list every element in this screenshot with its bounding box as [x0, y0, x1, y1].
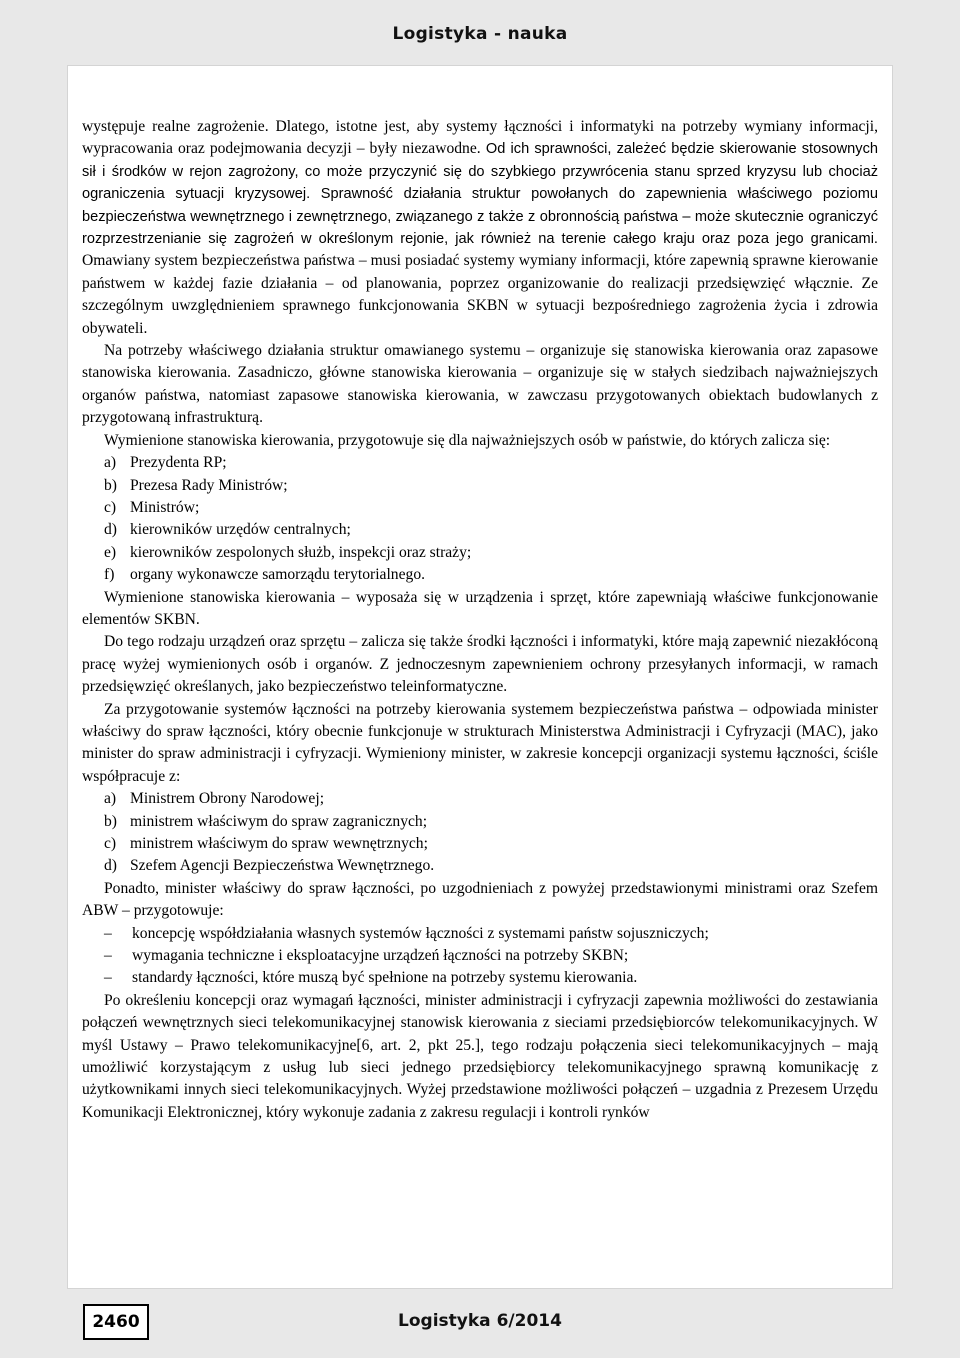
list-marker: a) — [104, 454, 117, 472]
list-item-text: ministrem właściwym do spraw wewnętrznych; — [130, 835, 428, 852]
list-item — [104, 945, 878, 967]
list-item — [104, 542, 878, 564]
list-item — [104, 855, 878, 877]
list-item-text: Ministrem Obrony Narodowej; — [130, 790, 325, 808]
list-item — [104, 788, 878, 810]
list-preparations — [82, 923, 878, 990]
list-item — [104, 564, 878, 586]
list-officials — [82, 452, 878, 586]
list-item-text: Ministrów; — [130, 498, 200, 516]
journal-footer: Logistyka 6/2014 — [398, 1311, 562, 1331]
paragraph: Po określeniu koncepcji oraz wymagań łączności, minister administracji i cyfryzacji zapewnia możliwości do zestawiania połączeń wewnętrznych sieci telekomunikacyjnej stanowisk kierowania z sieciami przedsiębiorców telekomunikacyjnych. W myśl Ustawy – Prawo telekomunikacyjne[6, art. 2, pkt 25.], tego rodzaju połączenia sieci telekomunikacyjnych – mają umożliwić korzystającym z usług lub sieci jednego przedsiębiorcy telekomunikacyjnego sprawną komunikację z użytkownikami innych sieci telekomunikacyjnych. Wyżej przedstawione możliwości połączeń – uzgadnia z Prezesem Urzędu Komunikacji Elektronicznej, który wykonuje zadania z zakresu regulacji i kontroli rynków — [82, 991, 878, 1121]
page-number: 2460 — [83, 1304, 149, 1340]
list-marker: – — [104, 969, 112, 987]
paragraph-text: Omawiany system bezpieczeństwa państwa – musi posiadać systemy wymiany informacji, które zapewnią sprawne kierowanie państwem w każdej fazie działania – od planowania, poprzez organizowanie do realizacji przedsięwzięć włącznie. Ze szczególnym uwzględnieniem sprawnego funkcjonowania SKBN w sytuacji bezpośredniego zagrożenia życia i zdrowia obywateli. — [82, 252, 878, 337]
list-marker: b) — [104, 476, 117, 494]
paragraph — [82, 116, 878, 340]
list-item-text: organy wykonawcze samorządu terytorialnego. — [130, 566, 426, 584]
list-item — [104, 519, 878, 541]
list-item — [104, 811, 878, 833]
list-cooperation — [82, 788, 878, 878]
list-marker: c) — [104, 835, 117, 852]
list-marker: – — [104, 947, 112, 965]
list-item — [104, 452, 878, 474]
list-item — [104, 923, 878, 945]
list-item-text: Prezydenta RP; — [130, 454, 227, 472]
page-sheet — [68, 66, 892, 1288]
list-marker: b) — [104, 812, 117, 830]
list-marker: d) — [104, 521, 117, 539]
list-marker: – — [104, 924, 112, 942]
list-item-text: ministrem właściwym do spraw zagranicznych; — [130, 812, 428, 830]
list-marker: a) — [104, 790, 117, 808]
list-item-text: koncepcję współdziałania własnych systemów łączności z systemami państw sojuszniczych; — [132, 924, 709, 942]
list-item-text: kierowników urzędów centralnych; — [130, 521, 351, 539]
paragraph: Na potrzeby właściwego działania struktur omawianego systemu – organizuje się stanowiska kierowania oraz zapasowe stanowiska kierowania. Zasadniczo, główne stanowiska kierowania – organizuje się w stałych siedzibach najważniejszych organów państwa, natomiast zapasowe stanowiska kierowania, w zawczasu przygotowanych obiektach budowlanych z przygotowaną infrastrukturą. — [82, 342, 878, 427]
list-marker: c) — [104, 498, 117, 516]
list-marker: e) — [104, 543, 117, 561]
list-item-text: Szefem Agencji Bezpieczeństwa Wewnętrznego. — [130, 857, 435, 875]
paragraph-text-sans: Od ich sprawności, zależeć będzie skierowanie stosownych sił i środków w rejon zagrożony, co może przyczynić się do szybkiego przywrócenia stanu sprzed kryzysu lub chociaż ograniczenia sytuacji kryzysowej. Sprawność działania struktur powołanych do zapewnienia właściwego poziomu bezpieczeństwa wewnętrznego i zewnętrznego, związanego z także z obronnością państwa – może skutecznie ograniczyć rozprzestrzenianie się zagrożeń w określonym rejonie, jak również na terenie całego kraju oraz poza jego granicami. — [82, 141, 878, 248]
paragraph: Za przygotowanie systemów łączności na potrzeby kierowania systemem bezpieczeństwa państwa – odpowiada minister właściwy do spraw łączności, który obecnie funkcjonuje w strukturach Ministerstwa Administracji i Cyfryzacji (MAC), jako minister do spraw administracji i cyfryzacji. Wymieniony minister, w zakresie koncepcji organizacji systemu łączności, ściśle współpracuje z: — [82, 700, 878, 785]
running-header: Logistyka - nauka — [392, 24, 568, 44]
list-item-text: kierowników zespolonych służb, inspekcji oraz straży; — [130, 543, 472, 561]
paragraph: Do tego rodzaju urządzeń oraz sprzętu – zalicza się także środki łączności i informatyki, które mają zapewnić niezakłóconą pracę wyżej wymienionych osób i organów. Z jednoczesnym zapewnieniem ochrony przesyłanych informacji, w ramach przedsięwzięć określanych, jako bezpieczeństwo teleinformatyczne. — [82, 633, 878, 696]
paragraph-text: występuje realne zagrożenie. Dlatego, istotne jest, aby systemy łączności i informatyki na potrzeby wymiany informacji, wypracowania oraz podejmowania decyzji – były niezawodne. — [82, 118, 878, 158]
list-marker: f) — [104, 566, 115, 584]
article-body — [82, 116, 878, 1124]
paragraph: Wymienione stanowiska kierowania, przygotowuje się dla najważniejszych osób w państwie, do których zalicza się: — [104, 431, 831, 449]
paragraph: Ponadto, minister właściwy do spraw łączności, po uzgodnieniach z powyżej przedstawionymi ministrami oraz Szefem ABW – przygotowuje: — [82, 879, 878, 920]
paragraph: Wymienione stanowiska kierowania – wyposaża się w urządzenia i sprzęt, które zapewniają właściwe funkcjonowanie elementów SKBN. — [82, 588, 878, 628]
list-item — [104, 497, 878, 519]
list-item-text: wymagania techniczne i eksploatacyjne urządzeń łączności na potrzeby SKBN; — [132, 947, 629, 965]
list-item-text: Prezesa Rady Ministrów; — [130, 476, 288, 494]
list-item — [104, 967, 878, 989]
list-item-text: standardy łączności, które muszą być spełnione na potrzeby systemu kierowania. — [132, 969, 638, 987]
list-item — [104, 833, 878, 855]
list-item — [104, 475, 878, 497]
list-marker: d) — [104, 857, 117, 875]
